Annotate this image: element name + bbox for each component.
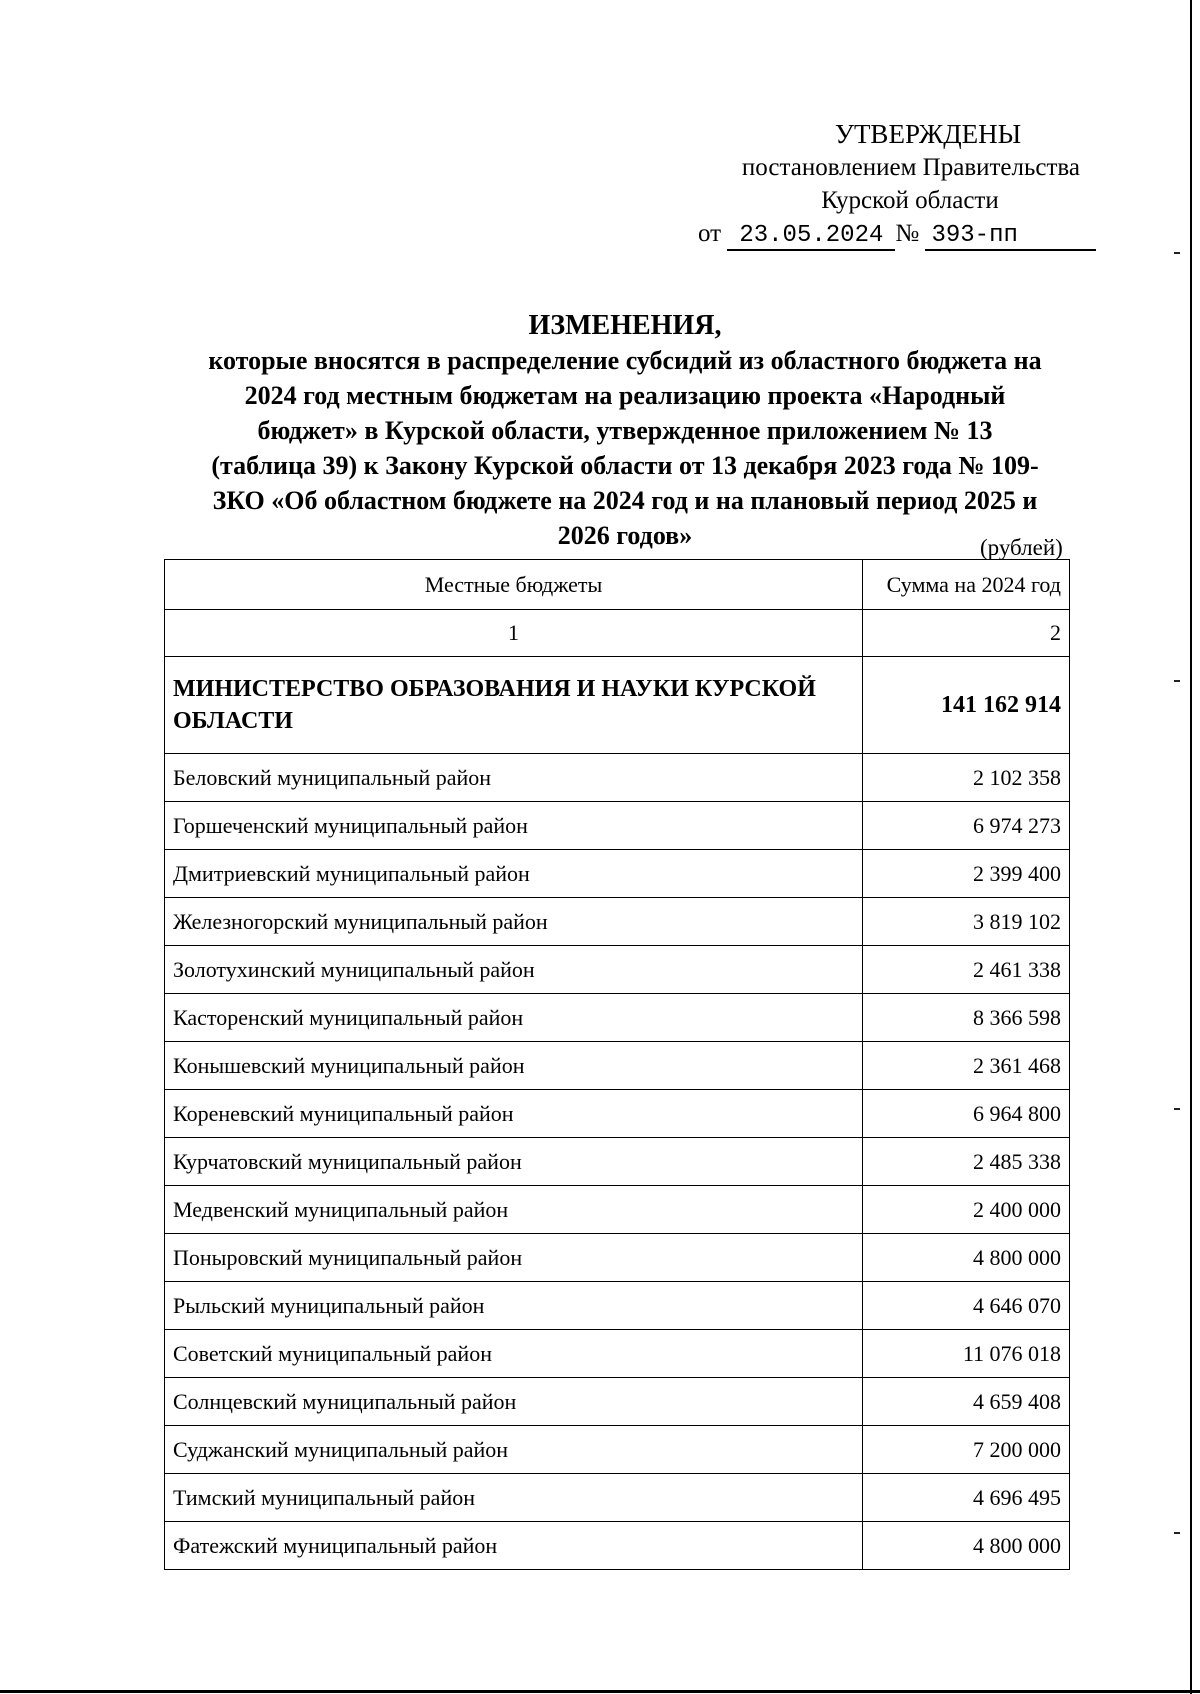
heading-line: которые вносятся в распределение субсидий из областного бюджета на (208, 346, 1042, 375)
district-amount: 6 974 273 (863, 802, 1070, 850)
district-name: Железногорский муниципальный район (165, 898, 863, 946)
district-name: Поныровский муниципальный район (165, 1234, 863, 1282)
heading-line: 2026 годов» (557, 521, 693, 550)
district-amount: 4 800 000 (863, 1234, 1070, 1282)
decree-number: 393-пп (925, 223, 1096, 251)
district-amount: 3 819 102 (863, 898, 1070, 946)
district-amount: 7 200 000 (863, 1426, 1070, 1474)
table-row (165, 1138, 1070, 1186)
district-name: Конышевский муниципальный район (165, 1042, 863, 1090)
district-name: Кореневский муниципальный район (165, 1090, 863, 1138)
district-amount: 2 399 400 (863, 850, 1070, 898)
table-row (165, 850, 1070, 898)
scan-mark (1174, 1532, 1180, 1534)
district-amount: 2 461 338 (863, 946, 1070, 994)
district-amount: 8 366 598 (863, 994, 1070, 1042)
district-amount: 4 646 070 (863, 1282, 1070, 1330)
col-header-amount: Сумма на 2024 год (863, 560, 1070, 610)
table-row (165, 1474, 1070, 1522)
district-name: Тимский муниципальный район (165, 1474, 863, 1522)
units-label: (рублей) (980, 535, 1063, 560)
district-name: Горшеченский муниципальный район (165, 802, 863, 850)
district-name: Золотухинский муниципальный район (165, 946, 863, 994)
district-amount: 4 800 000 (863, 1522, 1070, 1570)
district-name: Рыльский муниципальный район (165, 1282, 863, 1330)
table-row (165, 1522, 1070, 1570)
table-row (165, 1426, 1070, 1474)
col-header-budgets: Местные бюджеты (165, 560, 863, 610)
date-prefix: от (698, 220, 722, 247)
heading-line: (таблица 39) к Закону Курской области от 13 декабря 2023 года № 109- (211, 451, 1039, 480)
district-amount: 4 659 408 (863, 1378, 1070, 1426)
table-row (165, 1378, 1070, 1426)
approval-line-2: постановлением Правительства (741, 154, 1080, 181)
col-index-1: 1 (165, 610, 863, 657)
district-amount: 4 696 495 (863, 1474, 1070, 1522)
ministry-total: 141 162 914 (863, 657, 1070, 754)
approval-title: УТВЕРЖДЕНЫ (834, 119, 1022, 149)
table-row (165, 946, 1070, 994)
district-name: Медвенский муниципальный район (165, 1186, 863, 1234)
approval-line-3: Курской области (821, 187, 999, 214)
approval-stamp (690, 118, 1090, 251)
approval-date-line (690, 217, 1090, 251)
col-index-2: 2 (863, 610, 1070, 657)
table-index-row (165, 610, 1070, 657)
district-name: Касторенский муниципальный район (165, 994, 863, 1042)
scan-mark (1174, 252, 1180, 254)
table-row (165, 1186, 1070, 1234)
district-name: Беловский муниципальный район (165, 754, 863, 802)
table-row (165, 754, 1070, 802)
district-amount: 2 361 468 (863, 1042, 1070, 1090)
document-title: ИЗМЕНЕНИЯ, (528, 310, 722, 341)
page-border-bottom (0, 1690, 1200, 1693)
district-name: Советский муниципальный район (165, 1330, 863, 1378)
table-header-row (165, 560, 1070, 610)
district-name: Курчатовский муниципальный район (165, 1138, 863, 1186)
budget-table (164, 559, 1070, 1570)
table-row (165, 994, 1070, 1042)
district-name: Дмитриевский муниципальный район (165, 850, 863, 898)
number-prefix: № (895, 220, 920, 247)
table-row (165, 1234, 1070, 1282)
district-amount: 2 400 000 (863, 1186, 1070, 1234)
district-name: Фатежский муниципальный район (165, 1522, 863, 1570)
district-amount: 2 102 358 (863, 754, 1070, 802)
heading-line: бюджет» в Курской области, утвержденное приложением № 13 (257, 416, 993, 445)
table-row (165, 1090, 1070, 1138)
document-heading (160, 308, 1090, 553)
heading-line: 2024 год местным бюджетам на реализацию проекта «Народный (244, 381, 1006, 410)
ministry-name: МИНИСТЕРСТВО ОБРАЗОВАНИЯ И НАУКИ КУРСКОЙ ОБЛАСТИ (165, 657, 863, 754)
decree-date: 23.05.2024 (727, 223, 895, 251)
scan-mark (1174, 1108, 1180, 1110)
table-row (165, 1282, 1070, 1330)
table-row (165, 802, 1070, 850)
page-border-right (1190, 0, 1192, 1694)
table-row (165, 1330, 1070, 1378)
heading-line: ЗКО «Об областном бюджете на 2024 год и на плановый период 2025 и (212, 486, 1038, 515)
district-name: Солнцевский муниципальный район (165, 1378, 863, 1426)
scan-mark (1174, 680, 1180, 682)
table-row (165, 1042, 1070, 1090)
district-amount: 11 076 018 (863, 1330, 1070, 1378)
district-name: Суджанский муниципальный район (165, 1426, 863, 1474)
district-amount: 2 485 338 (863, 1138, 1070, 1186)
ministry-row (165, 657, 1070, 754)
district-amount: 6 964 800 (863, 1090, 1070, 1138)
table-row (165, 898, 1070, 946)
